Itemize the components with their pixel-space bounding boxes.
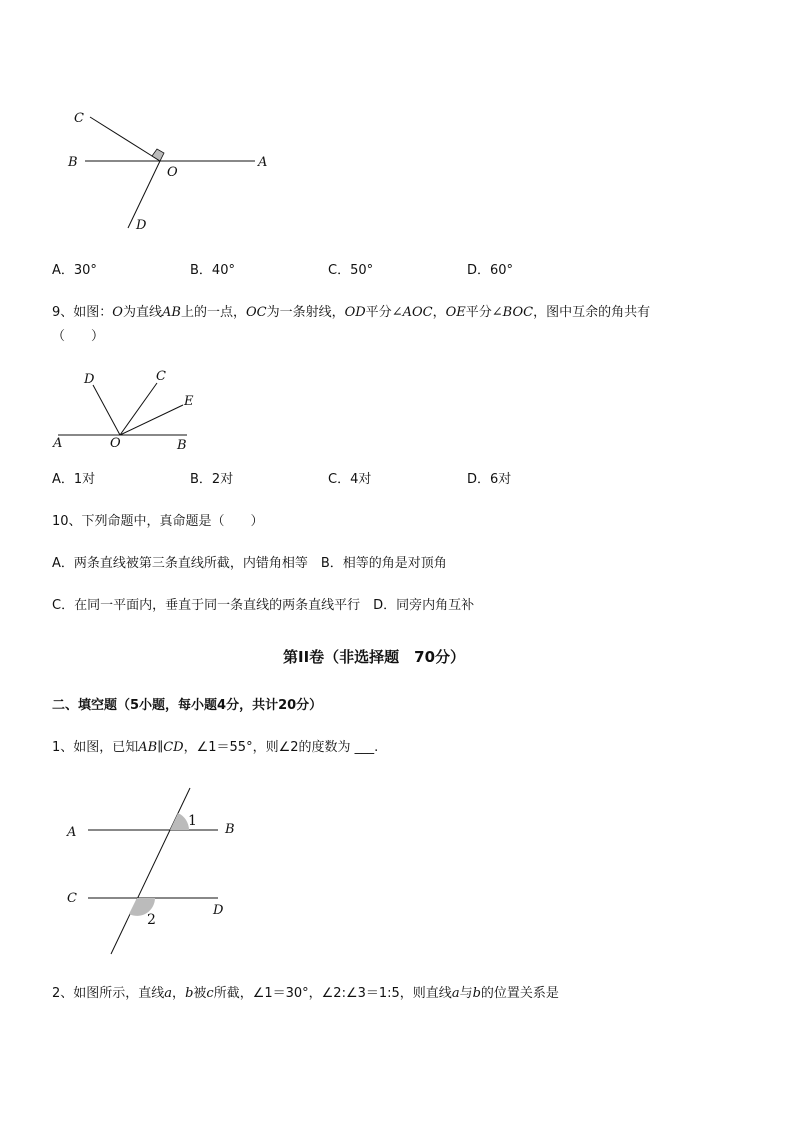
- label-d: D: [84, 372, 95, 387]
- label-d: D: [136, 218, 147, 233]
- ray-oe: [120, 405, 183, 435]
- label-a: A: [67, 825, 77, 840]
- label-b: B: [177, 438, 187, 453]
- q8-option-a: A．30°: [52, 263, 97, 278]
- label-b: B: [225, 822, 235, 837]
- q8-option-c: C．50°: [328, 263, 374, 278]
- label-d: D: [213, 903, 224, 918]
- q10-options-line1: A．两条直线被第三条直线所截，内错角相等 B．相等的角是对顶角: [52, 556, 447, 571]
- right-angle-mark: [152, 149, 164, 161]
- label-o: O: [110, 436, 121, 451]
- f1-figure: [55, 780, 255, 960]
- ray-oc: [90, 117, 160, 161]
- ray-od: [93, 385, 120, 435]
- label-a: A: [53, 436, 63, 451]
- q8-option-d: D．60°: [467, 263, 514, 278]
- q10-options-line2: C．在同一平面内，垂直于同一条直线的两条直线平行 D．同旁内角互补: [52, 598, 475, 613]
- angle-1-mark: [170, 813, 189, 830]
- label-a: A: [258, 155, 268, 170]
- f2-stem: 2、如图所示，直线a，b被c所截，∠1＝30°，∠2:∠3＝1:5，则直线a与b的位置关系是: [52, 986, 559, 1001]
- label-angle-1: 1: [188, 813, 197, 829]
- f1-stem: 1、如图，已知AB∥CD，∠1＝55°，则∠2的度数为 ___.: [52, 740, 379, 755]
- q10-stem: 10、下列命题中，真命题是（ ）: [52, 514, 264, 529]
- transversal: [111, 788, 190, 954]
- label-c: C: [67, 891, 77, 906]
- q9-option-c: C．4对: [328, 472, 372, 487]
- label-e: E: [184, 394, 194, 409]
- label-b: B: [68, 155, 78, 170]
- q9-option-d: D．6对: [467, 472, 512, 487]
- label-c: C: [156, 369, 166, 384]
- label-angle-2: 2: [147, 912, 156, 928]
- ray-oc: [120, 383, 157, 435]
- q9-number: 9、: [52, 305, 74, 320]
- section-title: 第II卷（非选择题 70分）: [283, 648, 466, 666]
- q9-stem: 9、如图：O为直线AB上的一点，OC为一条射线，OD平分∠AOC，OE平分∠BOC，图中互余的角共有: [52, 305, 651, 320]
- q9-option-a: A．1对: [52, 472, 96, 487]
- q8-figure: [60, 100, 280, 240]
- label-c: C: [74, 111, 84, 126]
- q8-option-b: B．40°: [190, 263, 235, 278]
- part2-title: 二、填空题（5小题，每小题4分，共计20分）: [52, 698, 323, 713]
- q9-option-b: B．2对: [190, 472, 234, 487]
- q9-figure: [50, 365, 210, 460]
- label-o: O: [167, 165, 178, 180]
- q9-answer-paren: （ ）: [52, 329, 105, 344]
